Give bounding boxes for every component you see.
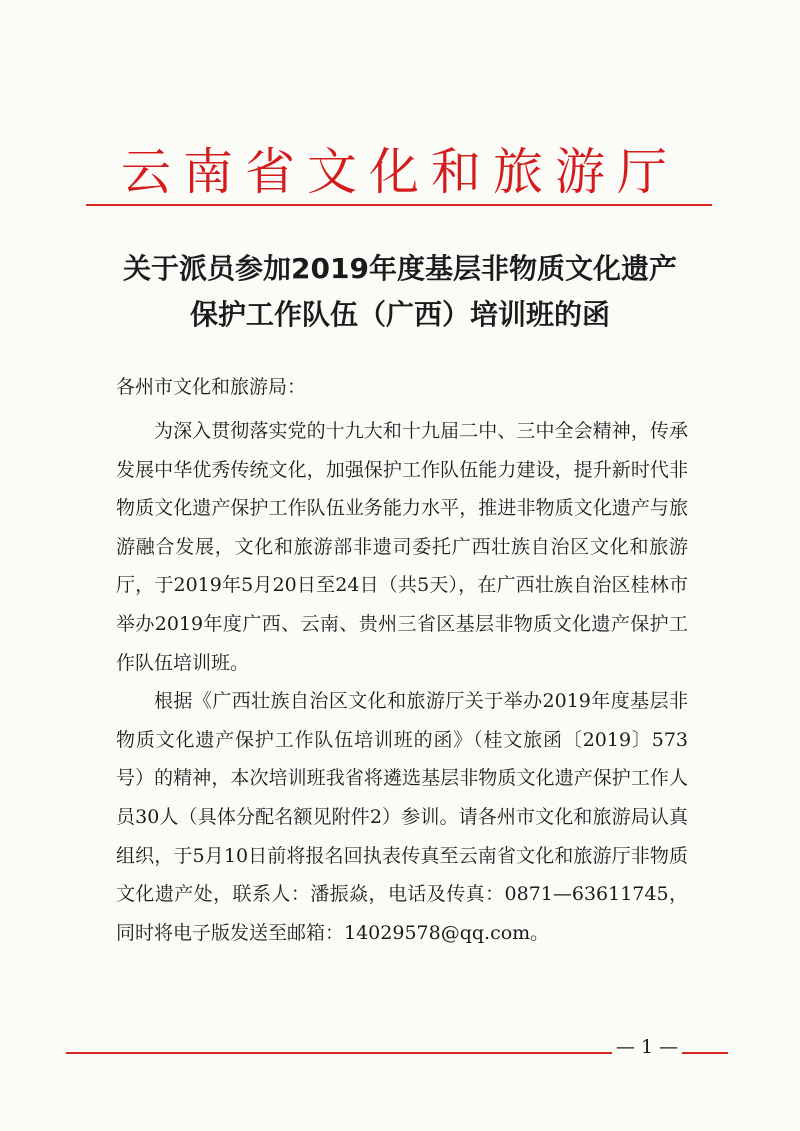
salutation: 各州市文化和旅游局： <box>116 376 307 398</box>
paragraph-1: 为深入贯彻落实党的十九大和十九届二中、三中全会精神，传承发展中华优秀传统文化，加强保护工作队伍能力建设，提升新时代非物质文化遗产保护工作队伍业务能力水平，推进非物质文化遗产与旅游融合发展，文化和旅游部非遗司委托广西壮族自治区文化和旅游厅，于2019年5月20日至24日（共5天），在广西壮族自治区桂林市举办2019年度广西、云南、贵州三省区基层非物质文化遗产保护工作队伍培训班。 <box>116 420 688 674</box>
title-line-2: 保护工作队伍（广西）培训班的函 <box>189 298 610 331</box>
header-org-name: 云南省文化和旅游厅 <box>121 143 679 201</box>
header-divider <box>86 204 712 206</box>
title-line-1: 关于派员参加2019年度基层非物质文化遗产 <box>123 252 677 285</box>
page-number: — 1 — <box>612 1036 682 1058</box>
letter-body <box>116 412 688 952</box>
paragraph-2: 根据《广西壮族自治区文化和旅游厅关于举办2019年度基层非物质文化遗产保护工作队伍培训班的函》（桂文旅函〔2019〕573号）的精神，本次培训班我省将遴选基层非物质文化遗产保护工作人员30人（具体分配名额见附件2）参训。请各州市文化和旅游局认真组织，于5月10日前将报名回执表传真至云南省文化和旅游厅非物质文化遗产处，联系人：潘振焱，电话及传真：0871—63611745，同时将电子版发送至邮箱：14029578@qq.com。 <box>116 690 688 944</box>
document-title <box>0 246 800 338</box>
